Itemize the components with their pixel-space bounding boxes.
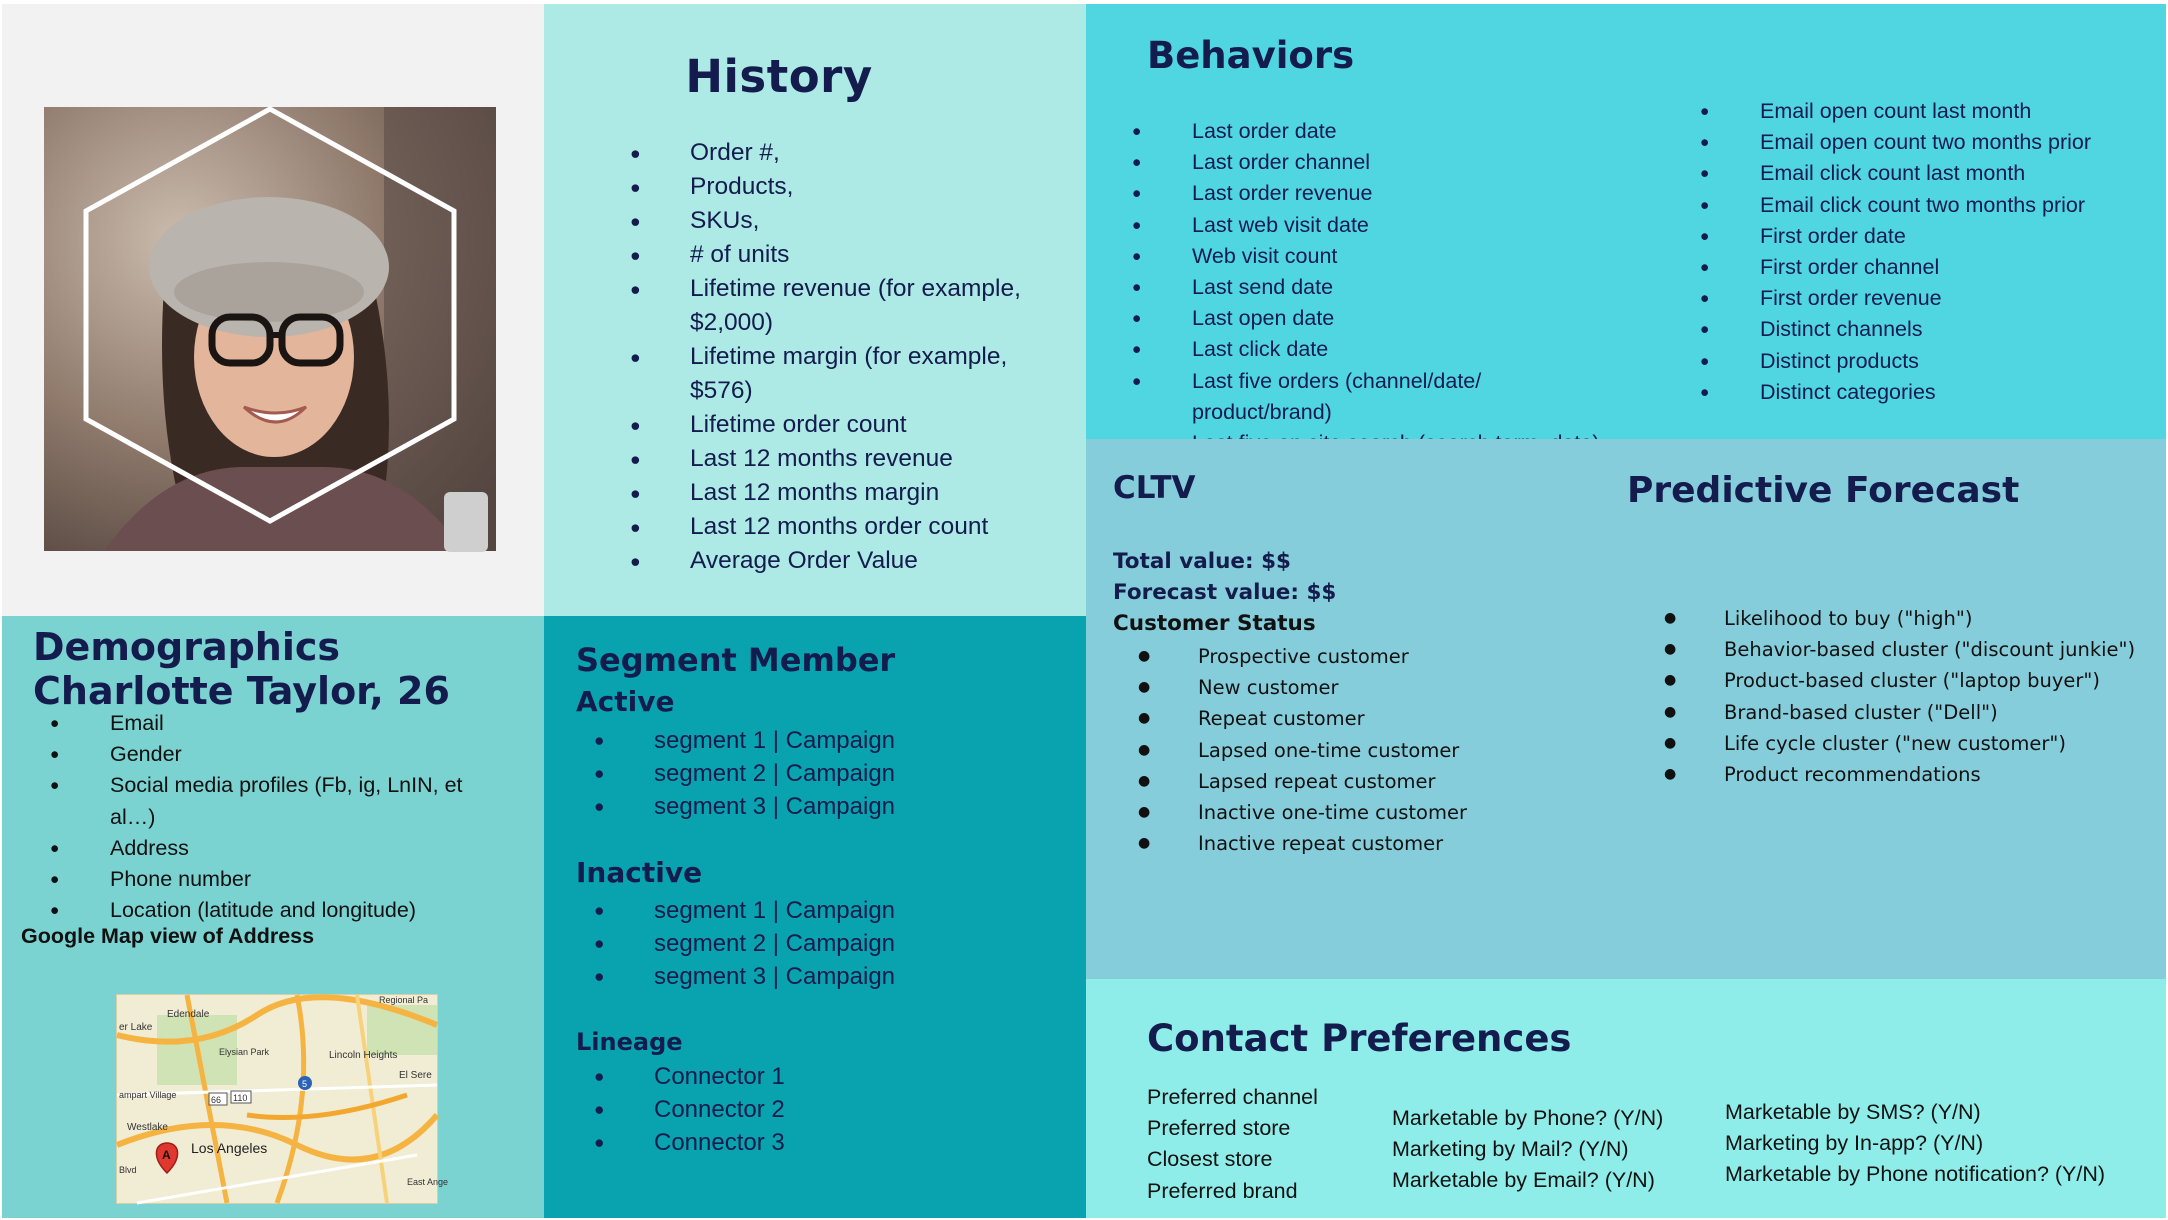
behavior-item: ● Last order channel — [1102, 147, 1622, 178]
demographics-title: Demographics — [33, 625, 341, 669]
contact-col-1 — [1147, 1082, 1318, 1207]
behavior-item: ● First order date — [1670, 221, 2160, 252]
demographic-item: ● Social media profiles (Fb, ig, LnIN, et al…) — [20, 770, 500, 832]
contact-preference-item: Preferred store — [1147, 1116, 1291, 1141]
lineage-item: ● Connector 3 — [564, 1126, 1064, 1159]
segment-item: ● segment 1 | Campaign — [564, 724, 1064, 757]
map-label: Google Map view of Address — [21, 924, 315, 948]
history-item: ● Last 12 months revenue — [600, 442, 1060, 476]
behavior-item: ● Last order date — [1102, 116, 1622, 147]
customer-portrait-illustration — [44, 107, 496, 551]
map-route-shield: 110 — [233, 1093, 248, 1103]
lineage-item: ● Connector 2 — [564, 1093, 1064, 1126]
contact-preference-item: Closest store — [1147, 1147, 1273, 1172]
segment-member-panel — [544, 616, 1086, 1218]
behavior-item: ● Email open count last month — [1670, 96, 2160, 127]
behavior-item: ● First order channel — [1670, 252, 2160, 283]
behavior-item: ● Last order revenue — [1102, 178, 1622, 209]
history-item: ● SKUs, — [600, 204, 1060, 238]
history-title: History — [685, 50, 873, 103]
behavior-item: ● First order revenue — [1670, 283, 2160, 314]
history-list — [600, 136, 1060, 578]
behavior-item: ● Last five orders (channel/date/ product/brand) — [1102, 366, 1622, 428]
history-item: ● Last 12 months order count — [600, 510, 1060, 544]
behavior-item: ● Email open count two months prior — [1670, 127, 2160, 158]
map-place-label: Elysian Park — [219, 1047, 270, 1057]
segment-active-list — [564, 724, 1064, 823]
demographic-item: ● Location (latitude and longitude) — [20, 895, 500, 926]
segment-item: ● segment 2 | Campaign — [564, 757, 1064, 790]
map-route-shield: 66 — [211, 1095, 222, 1105]
customer-status-label: Customer Status — [1113, 611, 1316, 636]
map-place-label: Lincoln Heights — [329, 1050, 398, 1061]
cltv-forecast-value: Forecast value: $$ — [1113, 580, 1337, 605]
predictive-item: ● Likelihood to buy ("high") — [1634, 603, 2154, 634]
history-item: ● # of units — [600, 238, 1060, 272]
segment-item: ● segment 3 | Campaign — [564, 790, 1064, 823]
behaviors-title: Behaviors — [1147, 34, 1355, 77]
segment-item: ● segment 2 | Campaign — [564, 927, 1064, 960]
contact-preference-item: Preferred brand — [1147, 1178, 1298, 1203]
customer-status-item: ● New customer — [1108, 672, 1608, 703]
behavior-item: ● Email click count last month — [1670, 158, 2160, 189]
history-panel — [544, 4, 1086, 616]
contact-preference-item: Marketable by Phone? (Y/N) — [1392, 1106, 1664, 1130]
behavior-item: ● Last click date — [1102, 334, 1622, 365]
contact-preferences-title: Contact Preferences — [1147, 1017, 1572, 1060]
map-place-label: Regional Pa — [379, 995, 429, 1005]
behavior-item: ● Last web visit date — [1102, 210, 1622, 241]
map-place-label: ampart Village — [119, 1090, 177, 1100]
map-place-label: Blvd — [119, 1165, 137, 1175]
map-pin-label: A — [162, 1148, 171, 1162]
demographics-list — [20, 708, 500, 926]
predictive-item: ● Brand-based cluster ("Dell") — [1634, 697, 2154, 728]
cltv-total-value: Total value: $$ — [1113, 549, 1292, 574]
map-graphic — [117, 995, 449, 1203]
customer-status-item: ● Prospective customer — [1108, 641, 1608, 672]
predictive-item: ● Behavior-based cluster ("discount junkie") — [1634, 634, 2154, 665]
segment-lineage-list — [564, 1060, 1064, 1159]
behavior-item: ● Email click count two months prior — [1670, 190, 2160, 221]
customer-status-list — [1108, 641, 1608, 859]
history-item: ● Last 12 months margin — [600, 476, 1060, 510]
map-place-label: El Sere — [399, 1070, 432, 1081]
cltv-title: CLTV — [1113, 470, 1196, 506]
customer-status-item: ● Lapsed repeat customer — [1108, 766, 1608, 797]
contact-preferences-panel — [1086, 979, 2166, 1218]
history-item: ● Products, — [600, 170, 1060, 204]
demographics-panel — [2, 616, 544, 1218]
behavior-item: ● Web visit count — [1102, 241, 1622, 272]
predictive-item: ● Product recommendations — [1634, 759, 2154, 790]
cltv-panel — [1086, 439, 2166, 979]
predictive-forecast-list — [1634, 603, 2154, 790]
map-place-label: er Lake — [119, 1022, 153, 1033]
predictive-forecast-title: Predictive Forecast — [1627, 470, 2020, 511]
map-place-label: East Ange — [407, 1177, 449, 1187]
demographic-item: ● Address — [20, 833, 500, 864]
behaviors-right-list — [1670, 96, 2160, 408]
behavior-item: ● Last send date — [1102, 272, 1622, 303]
lineage-item: ● Connector 1 — [564, 1060, 1064, 1093]
contact-preference-item: Marketing by Mail? (Y/N) — [1392, 1137, 1629, 1162]
segment-lineage-label: Lineage — [576, 1028, 683, 1056]
contact-preference-item: Marketable by Email? (Y/N) — [1392, 1168, 1655, 1193]
behaviors-panel — [1086, 4, 2166, 439]
behavior-item: ● Last open date — [1102, 303, 1622, 334]
history-item: ● Lifetime margin (for example, $576) — [600, 340, 1060, 408]
segment-item: ● segment 1 | Campaign — [564, 894, 1064, 927]
predictive-item: ● Product-based cluster ("laptop buyer") — [1634, 665, 2154, 696]
segment-active-label: Active — [576, 685, 675, 718]
customer-status-item: ● Lapsed one-time customer — [1108, 735, 1608, 766]
history-item: ● Lifetime order count — [600, 408, 1060, 442]
segment-inactive-label: Inactive — [576, 856, 703, 889]
history-item: ● Average Order Value — [600, 544, 1060, 578]
demographic-item: ● Gender — [20, 739, 500, 770]
contact-preference-item: Marketing by In-app? (Y/N) — [1725, 1131, 1984, 1156]
map-place-label: Los Angeles — [191, 1140, 268, 1156]
predictive-item: ● Life cycle cluster ("new customer") — [1634, 728, 2154, 759]
contact-col-3 — [1725, 1097, 2105, 1191]
demographic-item: ● Phone number — [20, 864, 500, 895]
customer-name: Charlotte Taylor, 26 — [33, 669, 450, 713]
customer-status-item: ● Inactive repeat customer — [1108, 828, 1608, 859]
segment-title: Segment Member — [576, 641, 896, 679]
contact-col-2 — [1392, 1103, 1663, 1197]
behaviors-left-list — [1102, 116, 1622, 459]
google-map-thumbnail[interactable] — [116, 994, 449, 1204]
map-place-label: Edendale — [167, 1009, 210, 1020]
contact-preference-item: Marketable by Phone notification? (Y/N) — [1725, 1162, 2106, 1187]
customer-status-item: ● Inactive one-time customer — [1108, 797, 1608, 828]
behavior-item: ● Distinct categories — [1670, 377, 2160, 408]
contact-preference-item: Marketable by SMS? (Y/N) — [1725, 1100, 1981, 1124]
customer-photo — [44, 107, 496, 551]
map-place-label: Westlake — [127, 1122, 168, 1133]
contact-preference-item: Preferred channel — [1147, 1085, 1318, 1109]
history-item: ● Lifetime revenue (for example, $2,000) — [600, 272, 1060, 340]
behavior-item: ● Distinct channels — [1670, 314, 2160, 345]
map-route-shield: 5 — [302, 1079, 308, 1089]
segment-item: ● segment 3 | Campaign — [564, 960, 1064, 993]
behavior-item: ● Distinct products — [1670, 346, 2160, 377]
customer-status-item: ● Repeat customer — [1108, 703, 1608, 734]
history-item: ● Order #, — [600, 136, 1060, 170]
profile-photo-panel — [2, 4, 544, 616]
demographic-item: ● Email — [20, 708, 500, 739]
segment-inactive-list — [564, 894, 1064, 993]
